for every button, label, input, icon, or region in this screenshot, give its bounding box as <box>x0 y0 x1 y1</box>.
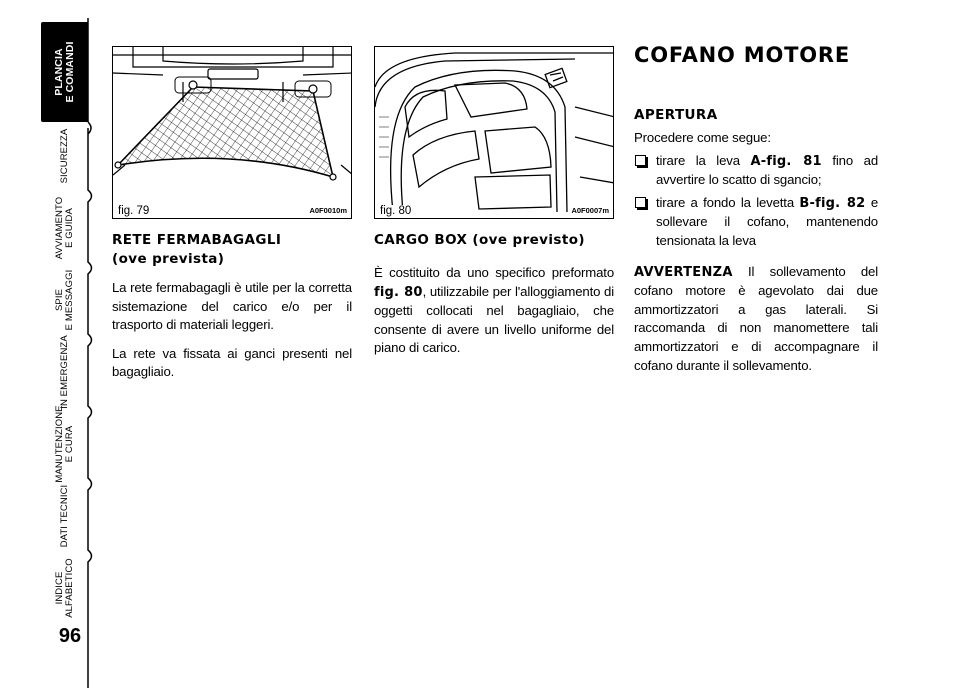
warning-text: Il sollevamento del cofano motore è agevolato dai due ammortizzatori a gas laterali. Si raccomanda di non manomettere tali ammortizzatori e di accompagnare il cofano durante il sollevamento. <box>634 263 878 373</box>
tab-plancia-e-comandi[interactable] <box>42 37 88 107</box>
tab-sicurezza[interactable] <box>42 125 88 187</box>
checkbox-bullet-icon <box>635 155 646 166</box>
page-title: COFANO MOTORE <box>634 43 851 67</box>
figure-reference[interactable]: fig. 80 <box>374 284 423 300</box>
tab-label-line1: SICUREZZA <box>59 128 70 184</box>
column-cargo-box <box>374 46 614 358</box>
tab-label-line1: MANUTENZIONE <box>54 405 65 483</box>
figure-code: A0F0007m <box>571 206 609 215</box>
tab-label-line1: IN EMERGENZA <box>59 335 70 409</box>
tab-label-line1: AVVIAMENTO <box>54 196 65 260</box>
tab-label-line1: SPIE <box>54 288 65 312</box>
section-heading-cargo: CARGO BOX (ove previsto) <box>374 232 585 248</box>
figure-code: A0F0010m <box>309 206 347 215</box>
paragraph-rete-1: La rete fermabagagli è utile per la corretta sistemazione del carico e/o per il trasporto di materiali leggeri. <box>112 280 352 333</box>
figure-label: fig. 80 <box>380 205 412 217</box>
tab-label-line2: ALFABETICO <box>64 558 75 618</box>
figure-80-cargo-box <box>374 46 614 219</box>
cargo-text-post: , utilizzabile per l'alloggiamento di oggetti collocati nel bagagliaio, che consente di avere un livello uniforme del piano di carico. <box>374 283 615 356</box>
step-1 <box>634 152 878 190</box>
tab-label-line1: DATI TECNICI <box>59 484 70 548</box>
tab-avviamento-e-guida[interactable] <box>42 197 88 259</box>
tab-label-line2: E GUIDA <box>64 208 75 248</box>
tab-spie-e-messaggi[interactable] <box>42 269 88 331</box>
heading-line2: (ove prevista) <box>112 251 225 267</box>
cargo-text-pre: È costituito da uno specifico preformato <box>374 265 614 280</box>
tab-label-line2: E MESSAGGI <box>64 269 75 331</box>
luggage-net-illustration <box>113 47 352 219</box>
tab-dati-tecnici[interactable] <box>42 485 88 547</box>
figure-79-luggage-net <box>112 46 352 219</box>
tab-label-line2: E COMANDI <box>64 41 76 103</box>
paragraph-rete-2: La rete va fissata ai ganci presenti nel bagagliaio. <box>112 345 352 380</box>
checkbox-bullet-icon <box>635 197 646 208</box>
figure-reference[interactable]: B-fig. 82 <box>799 195 866 211</box>
tab-manutenzione-e-cura[interactable] <box>42 405 88 483</box>
step-2 <box>634 194 878 251</box>
tab-indice-alfabetico[interactable] <box>42 557 88 619</box>
intro-text: Procedere come segue: <box>634 130 771 145</box>
column-rete-fermabagagli <box>112 46 352 382</box>
figure-reference[interactable]: A-fig. 81 <box>750 153 822 169</box>
figure-label: fig. 79 <box>118 205 150 217</box>
paragraph-cargo <box>374 264 614 358</box>
step-text-pre: tirare la leva <box>656 152 751 168</box>
cargo-box-illustration <box>375 47 614 219</box>
warning-paragraph <box>634 263 878 376</box>
tab-label-line1: PLANCIA <box>53 48 65 96</box>
section-heading-rete <box>112 231 352 269</box>
heading-line1: RETE FERMABAGAGLI <box>112 232 282 248</box>
tab-label-line1: INDICE <box>54 571 65 605</box>
section-heading-apertura: APERTURA <box>634 107 718 123</box>
tab-in-emergenza[interactable] <box>42 335 88 409</box>
tab-label-line2: E CURA <box>64 425 75 463</box>
chapter-sidebar <box>0 0 100 692</box>
step-text-pre: tirare a fondo la levetta <box>656 194 800 210</box>
column-cofano-motore <box>634 40 878 375</box>
page-number: 96 <box>58 625 82 647</box>
step-text-post: e sollevare il cofano, mantenendo tensionata la leva <box>656 194 879 248</box>
warning-label: AVVERTENZA <box>634 264 733 280</box>
step-text-post: fino ad avvertire lo scatto di sgancio; <box>656 152 879 188</box>
